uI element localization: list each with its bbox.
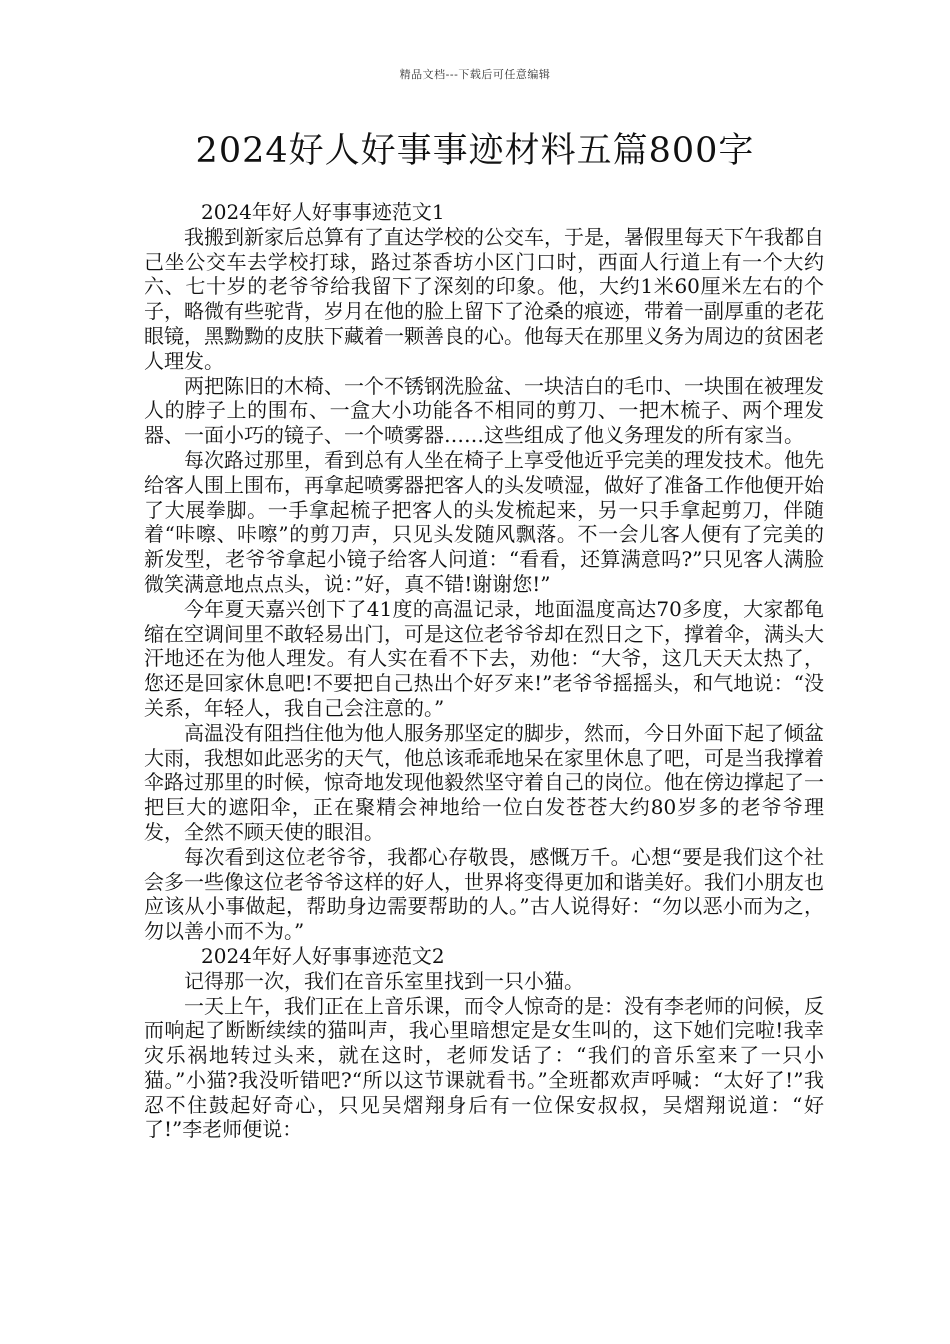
document-body [144, 200, 824, 1142]
body-paragraph: 每次路过那里，看到总有人坐在椅子上享受他近乎完美的理发技术。他先给客人围上围布，再拿起喷雾器把客人的头发喷湿，做好了准备工作他便开始了大展拳脚。一手拿起梳子把客人的头发梳起来，另一只手拿起剪刀，伴随着“咔嚓、咔嚓”的剪刀声，只见头发随风飘落。不一会儿客人便有了完美的新发型，老爷爷拿起小镜子给客人问道：“看看，还算满意吗?”只见客人满脸微笑满意地点点头，说：”好，真不错!谢谢您!” [144, 447, 824, 596]
section-heading-1: 2024年好人好事事迹范文1 [201, 200, 445, 224]
document-title: 2024好人好事事迹材料五篇800字 [195, 131, 755, 171]
body-paragraph: 高温没有阻挡住他为他人服务那坚定的脚步，然而，今日外面下起了倾盆大雨，我想如此恶劣的天气，他总该乖乖地呆在家里休息了吧，可是当我撑着伞路过那里的时候，惊奇地发现他毅然坚守着自己的岗位。他在傍边撑起了一把巨大的遮阳伞，正在聚精会神地给一位白发苍苍大约80岁多的老爷爷理发，全然不顾天使的眼泪。 [144, 720, 824, 844]
body-paragraph: 今年夏天嘉兴创下了41度的高温记录，地面温度高达70多度，大家都龟缩在空调间里不敢轻易出门，可是这位老爷爷却在烈日之下，撑着伞，满头大汗地还在为他人理发。有人实在看不下去，劝他：“大爷，这几天天太热了，您还是回家休息吧!不要把自己热出个好歹来!”老爷爷摇摇头，和气地说：“没关系，年轻人，我自己会注意的。” [144, 596, 824, 720]
body-paragraph: 一天上午，我们正在上音乐课，而令人惊奇的是：没有李老师的问候，反而响起了断断续续的猫叫声，我心里暗想定是女生叫的，这下她们完啦!我幸灾乐祸地转过头来，就在这时，老师发话了：“我们的音乐室来了一只小猫。”小猫?我没听错吧?“所以这节课就看书。”全班都欢声呼喊：“太好了!”我忍不住鼓起好奇心，只见吴熠翔身后有一位保安叔叔，吴熠翔说道：“好了!”李老师便说： [144, 993, 824, 1142]
section-heading-2: 2024年好人好事事迹范文2 [201, 943, 445, 968]
body-paragraph: 每次看到这位老爷爷，我都心存敬畏，感慨万千。心想“要是我们这个社会多一些像这位老爷爷这样的好人，世界将变得更加和谐美好。我们小朋友也应该从小事做起，帮助身边需要帮助的人。”古人说得好：“勿以恶小而为之，勿以善小而不为。” [144, 844, 824, 944]
body-paragraph: 两把陈旧的木椅、一个不锈钢洗脸盆、一块洁白的毛巾、一块围在被理发人的脖子上的围布、一盒大小功能各不相同的剪刀、一把木梳子、两个理发器、一面小巧的镜子、一个喷雾器……这些组成了他义务理发的所有家当。 [144, 373, 824, 448]
body-paragraph: 我搬到新家后总算有了直达学校的公交车，于是，暑假里每天下午我都自己坐公交车去学校打球，路过茶香坊小区门口时，西面人行道上有一个大约六、七十岁的老爷爷给我留下了深刻的印象。他，大约1米60厘米左右的个子，略微有些驼背，岁月在他的脸上留下了沧桑的痕迹，带着一副厚重的老花眼镜，黑黝黝的皮肤下藏着一颗善良的心。他每天在那里义务为周边的贫困老人理发。 [144, 224, 824, 373]
body-paragraph: 记得那一次，我们在音乐室里找到一只小猫。 [184, 968, 584, 993]
header-note: 精品文档---下载后可任意编辑 [399, 68, 551, 81]
